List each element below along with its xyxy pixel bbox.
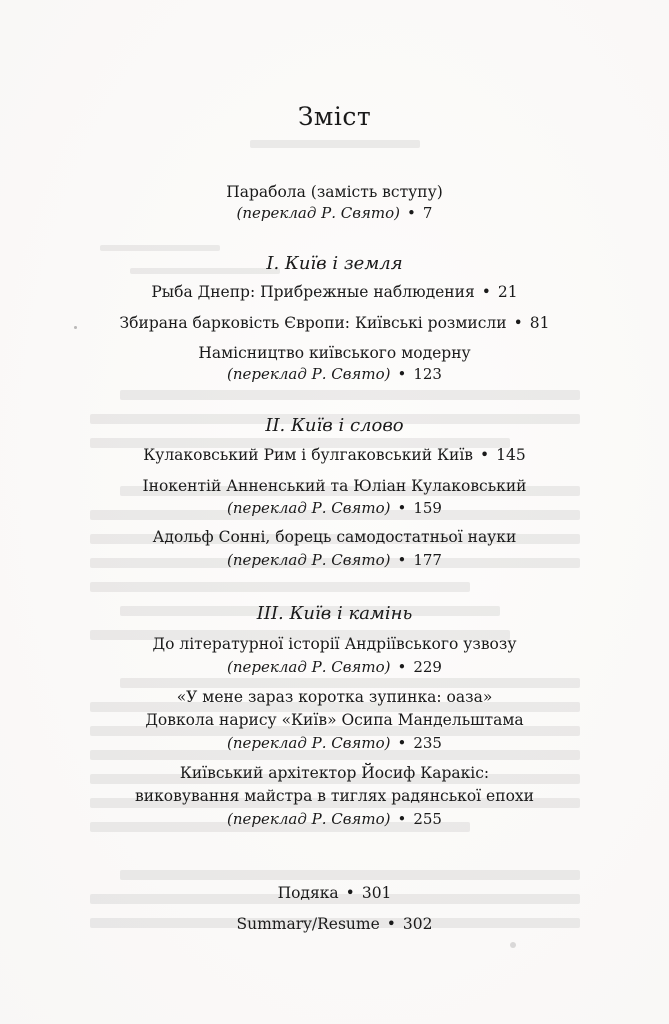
bullet: • bbox=[407, 204, 416, 222]
page-number: 21 bbox=[497, 283, 518, 301]
entry-title: Кулаковський Рим і булгаковський Київ bbox=[143, 446, 474, 464]
bullet: • bbox=[397, 499, 407, 517]
toc-entry-andriivsky bbox=[0, 634, 669, 654]
bullet: • bbox=[397, 551, 407, 569]
bullet: • bbox=[513, 314, 523, 332]
section-heading-1: І. Київ і земля bbox=[266, 253, 403, 274]
toc-entry-annensky-translator bbox=[0, 498, 669, 518]
toc-entry-rim bbox=[0, 445, 669, 465]
page-number: 229 bbox=[413, 658, 442, 676]
page-number: 235 bbox=[413, 734, 442, 752]
toc-entry-sonni bbox=[0, 527, 669, 547]
entry-title: Адольф Сонні, борець самодостатньої науки bbox=[152, 528, 517, 546]
translator-note: (переклад Р. Свято) bbox=[227, 551, 391, 569]
entry-title: «У мене зараз коротка зупинка: оаза» bbox=[176, 688, 493, 706]
entry-title: Подяка bbox=[277, 884, 339, 902]
page-number: 123 bbox=[413, 365, 442, 383]
toc-entry-thanks bbox=[0, 883, 669, 903]
toc-entry-parabola-translator bbox=[0, 203, 669, 223]
translator-note: (переклад Р. Свято) bbox=[227, 810, 391, 828]
entry-title: Рыба Днепр: Прибрежные наблюдения bbox=[151, 283, 475, 301]
toc-entry-karakis-line2 bbox=[0, 786, 669, 806]
toc-entry-parabola bbox=[0, 182, 669, 202]
toc-entry-karakis bbox=[0, 763, 669, 783]
bullet: • bbox=[397, 810, 407, 828]
toc-entry-karakis-translator bbox=[0, 809, 669, 829]
toc-entry-modern-translator bbox=[0, 364, 669, 384]
page-number: 81 bbox=[529, 314, 550, 332]
bullet: • bbox=[397, 658, 407, 676]
page-number: 159 bbox=[413, 499, 442, 517]
toc-entry-summary bbox=[0, 914, 669, 934]
toc-entry-ryba bbox=[0, 282, 669, 302]
translator-note: (переклад Р. Свято) bbox=[227, 734, 391, 752]
bullet: • bbox=[386, 915, 396, 933]
toc-entry-mandelshtam-translator bbox=[0, 733, 669, 753]
bullet: • bbox=[345, 884, 355, 902]
toc-entry-modern bbox=[0, 343, 669, 363]
entry-title: Інокентій Анненський та Юліан Кулаковський bbox=[142, 477, 527, 495]
page-number: 177 bbox=[413, 551, 442, 569]
bullet: • bbox=[481, 283, 491, 301]
entry-title: Парабола (замість вступу) bbox=[226, 183, 443, 201]
translator-note: (переклад Р. Свято) bbox=[227, 499, 391, 517]
page-number: 7 bbox=[422, 204, 433, 222]
toc-entry-sonni-translator bbox=[0, 550, 669, 570]
page-number: 145 bbox=[496, 446, 526, 464]
toc-entry-andriivsky-translator bbox=[0, 657, 669, 677]
section-heading-3: ІІІ. Київ і камінь bbox=[256, 603, 413, 624]
entry-title: Київський архітектор Йосиф Каракіс: bbox=[179, 764, 490, 782]
toc-entry-annensky bbox=[0, 476, 669, 496]
bullet: • bbox=[397, 734, 407, 752]
entry-title: Збирана барковість Європи: Київські розмисли bbox=[119, 314, 507, 332]
toc-entry-baroque bbox=[0, 313, 669, 333]
entry-title: Довкола нарису «Київ» Осипа Мандельштама bbox=[145, 711, 524, 729]
translator-note: (переклад Р. Свято) bbox=[227, 658, 391, 676]
page-number: 301 bbox=[361, 884, 392, 902]
entry-title: Summary/Resume bbox=[236, 915, 380, 933]
section-heading-2: ІІ. Київ і слово bbox=[265, 415, 404, 436]
entry-title: До літературної історії Андріївського узвозу bbox=[152, 635, 517, 653]
page-number: 255 bbox=[413, 810, 442, 828]
entry-title: виковування майстра в тиглях радянської епохи bbox=[135, 787, 534, 805]
translator-note: (переклад Р. Свято) bbox=[227, 365, 391, 383]
page-number: 302 bbox=[402, 915, 433, 933]
paper-speck bbox=[74, 326, 77, 329]
toc-entry-mandelshtam-line2 bbox=[0, 710, 669, 730]
bullet: • bbox=[480, 446, 490, 464]
bullet: • bbox=[397, 365, 407, 383]
translator-note: (переклад Р. Свято) bbox=[236, 204, 401, 222]
paper-speck bbox=[510, 942, 516, 948]
toc-entry-mandelshtam bbox=[0, 687, 669, 707]
entry-title: Намісництво київського модерну bbox=[198, 344, 471, 362]
page-title: Зміст bbox=[297, 102, 372, 131]
